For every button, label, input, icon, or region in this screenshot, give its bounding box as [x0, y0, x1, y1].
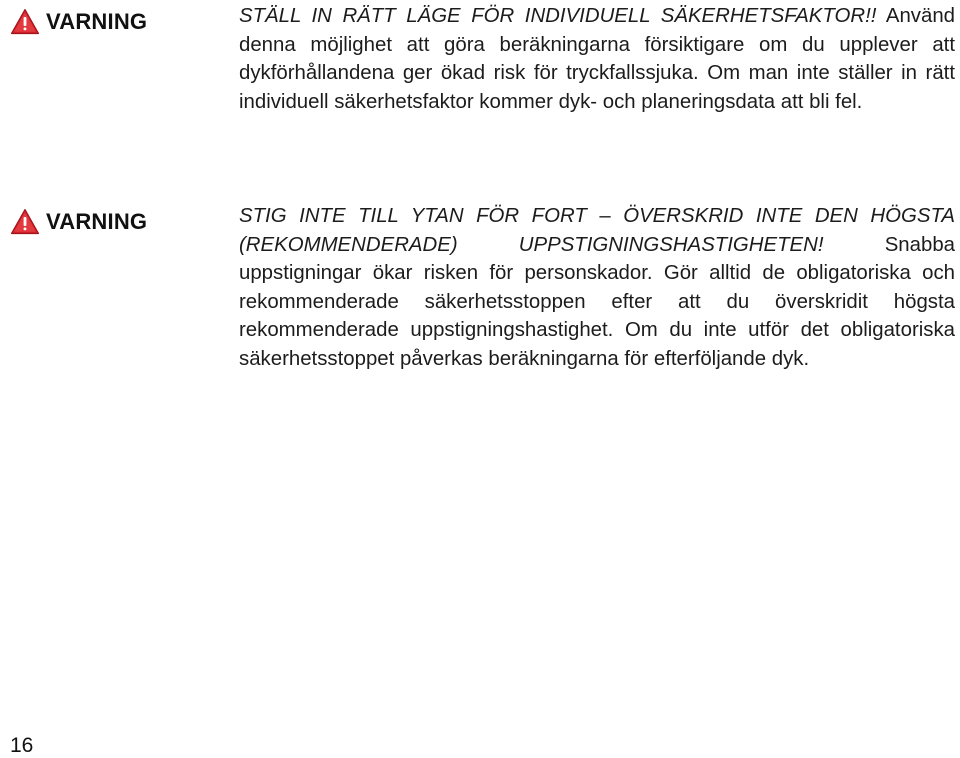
warning-text	[239, 202, 955, 374]
warning-heading: VARNING	[46, 8, 148, 34]
warning-text	[239, 2, 955, 116]
warning-heading: VARNING	[46, 208, 148, 234]
page-number: 16	[10, 734, 34, 757]
warning-emphasis: STIG INTE TILL YTAN FÖR FORT – ÖVERSKRID INTE DEN HÖGSTA (REKOMMENDERADE) UPPSTIGNINGSHASTIGHETEN!	[239, 205, 955, 256]
warning-triangle-icon	[10, 208, 40, 235]
warning-label	[10, 8, 147, 35]
warning-label	[10, 208, 147, 235]
warning-body: Använd denna möjlighet att göra beräkningarna försiktigare om du upplever att dykförhållandena ger ökad risk för tryckfallssjuka. Om man inte ställer in rätt individuell säkerhetsfaktor kommer dyk- och planeringsdata att bli fel.	[239, 5, 956, 113]
warning-triangle-icon	[10, 8, 40, 35]
warning-emphasis: STÄLL IN RÄTT LÄGE FÖR INDIVIDUELL SÄKERHETSFAKTOR!!	[239, 5, 877, 27]
warning-body: Snabba uppstigningar ökar risken för personskador. Gör alltid de obligatoriska och rekommenderade säkerhetsstoppen efter att du överskridit högsta rekommenderade uppstigningshastighet. Om du inte utför det obligatoriska säkerhetsstoppet påverkas beräkningarna för efterföljande dyk.	[239, 233, 956, 370]
